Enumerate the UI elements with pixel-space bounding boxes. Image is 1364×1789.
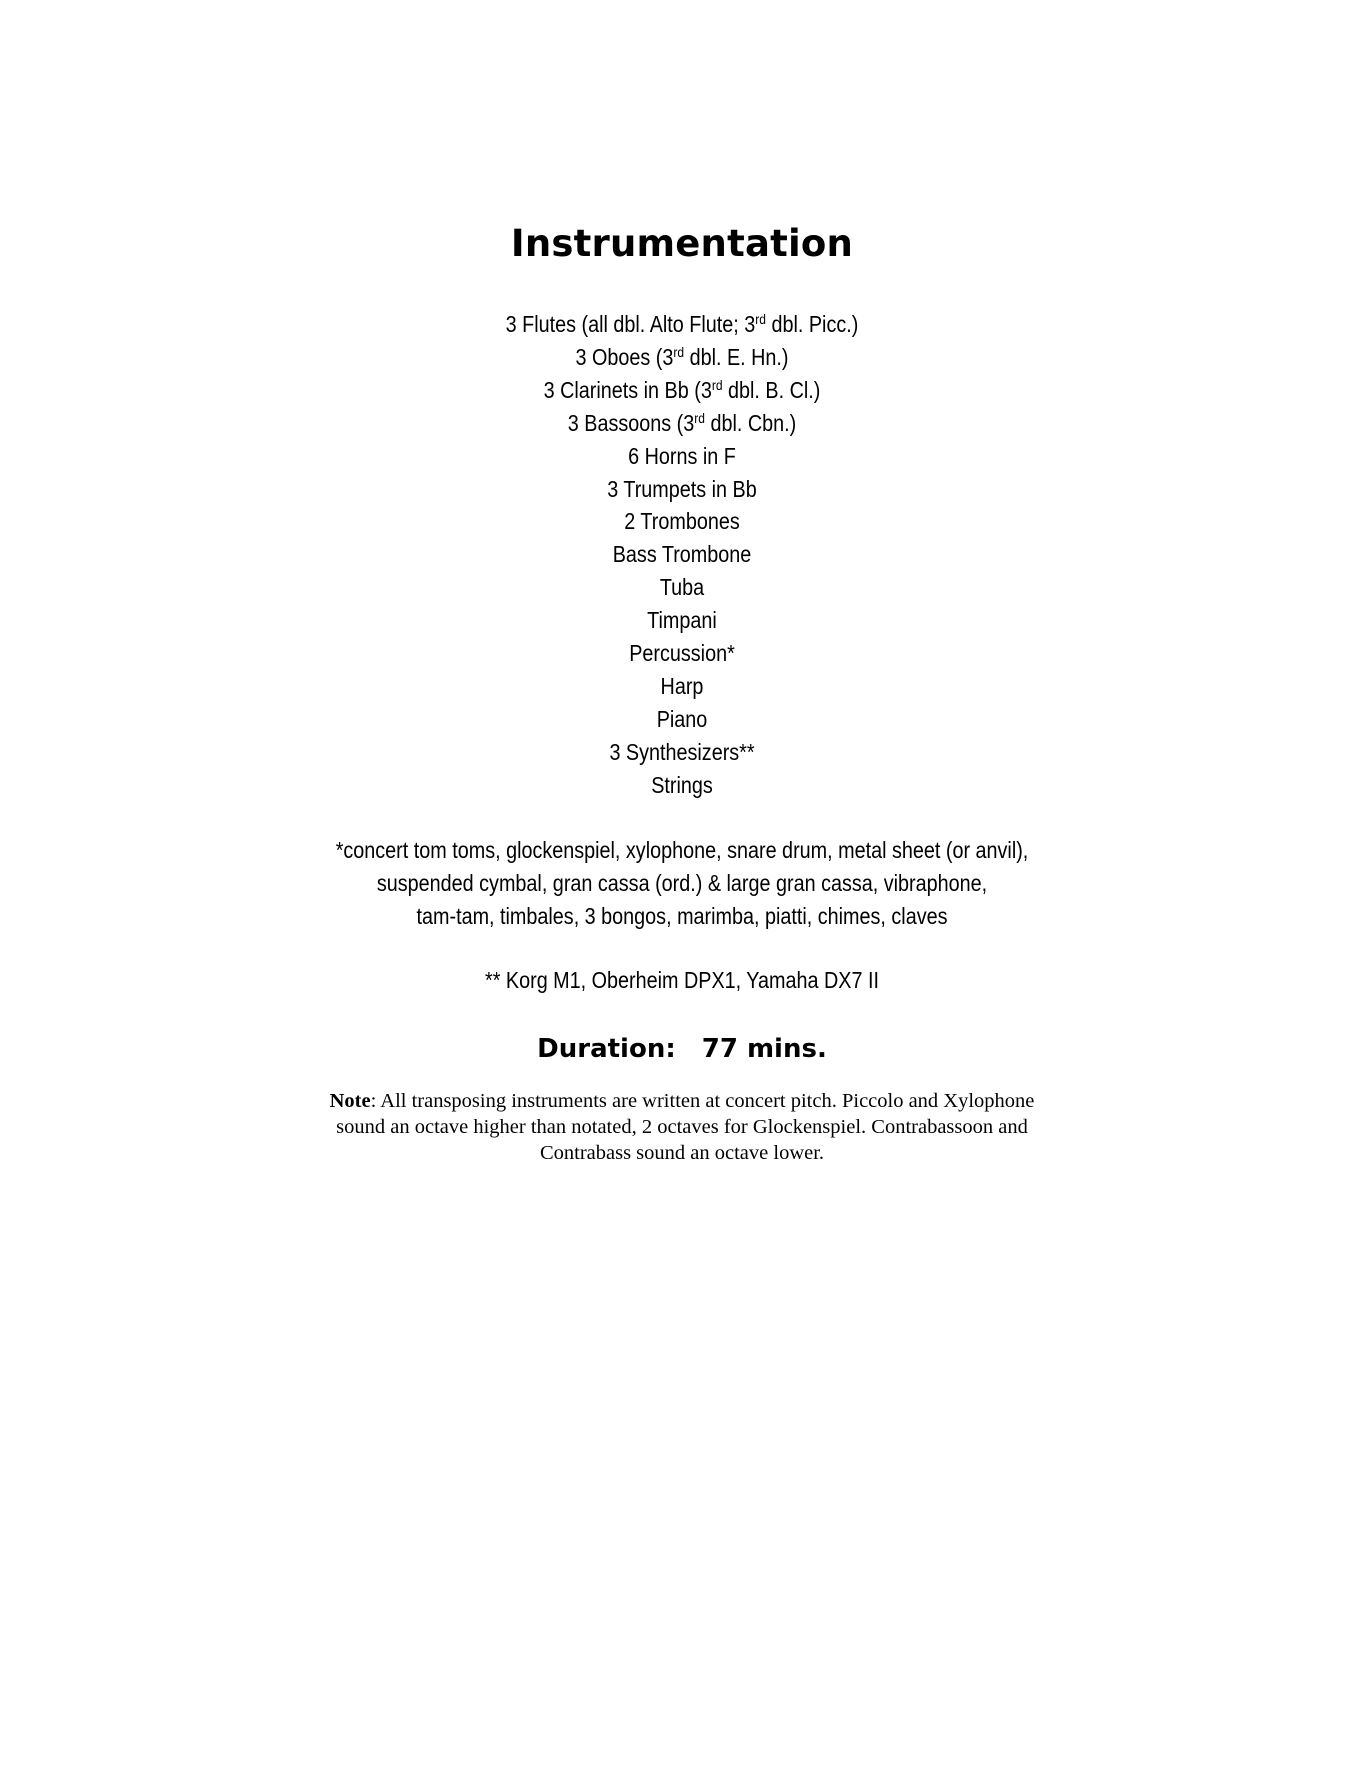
note-line: Contrabass sound an octave lower. [539, 1142, 825, 1164]
instrument-item: 3 Oboes (3rd dbl. E. Hn.) [575, 343, 789, 370]
duration-label: Duration: [537, 1034, 676, 1064]
instrument-item: Percussion* [629, 640, 735, 667]
percussion-footnote-line: *concert tom toms, glockenspiel, xylophone, snare drum, metal sheet (or anvil), [335, 837, 1029, 863]
instrument-item: 3 Synthesizers** [609, 738, 755, 765]
synthesizer-footnote-line: ** Korg M1, Oberheim DPX1, Yamaha DX7 II [485, 967, 879, 993]
page-title: Instrumentation [510, 222, 854, 265]
instrument-list [95, 308, 1268, 802]
instrument-item: Strings [651, 771, 713, 798]
instrument-item: Tuba [659, 574, 705, 601]
percussion-footnote-line: tam-tam, timbales, 3 bongos, marimba, piatti, chimes, claves [416, 903, 948, 929]
duration-value: 77 mins. [701, 1034, 827, 1064]
instrument-item: 2 Trombones [624, 508, 740, 535]
instrument-item: Bass Trombone [612, 541, 752, 568]
instrument-item: 6 Horns in F [628, 442, 736, 469]
instrument-item: 3 Bassoons (3rd dbl. Cbn.) [567, 409, 797, 436]
instrument-item: Timpani [647, 607, 717, 634]
note-label: Note [329, 1090, 371, 1112]
note-line [0, 1088, 1364, 1114]
instrument-item: Harp [660, 672, 704, 699]
percussion-footnote [95, 834, 1268, 933]
instrument-item: Piano [656, 705, 708, 732]
instrument-item: 3 Trumpets in Bb [607, 475, 757, 502]
note-text: : All transposing instruments are written at concert pitch. Piccolo and Xylophone [370, 1090, 1035, 1112]
duration-heading [0, 1032, 1364, 1066]
synthesizer-footnote [95, 964, 1268, 997]
instrument-item: 3 Clarinets in Bb (3rd dbl. B. Cl.) [543, 376, 821, 403]
note-line: sound an octave higher than notated, 2 octaves for Glockenspiel. Contrabassoon and [336, 1116, 1028, 1138]
percussion-footnote-line: suspended cymbal, gran cassa (ord.) & large gran cassa, vibraphone, [376, 870, 988, 896]
instrument-item: 3 Flutes (all dbl. Alto Flute; 3rd dbl. Picc.) [505, 311, 859, 337]
transposition-note [0, 1088, 1364, 1166]
